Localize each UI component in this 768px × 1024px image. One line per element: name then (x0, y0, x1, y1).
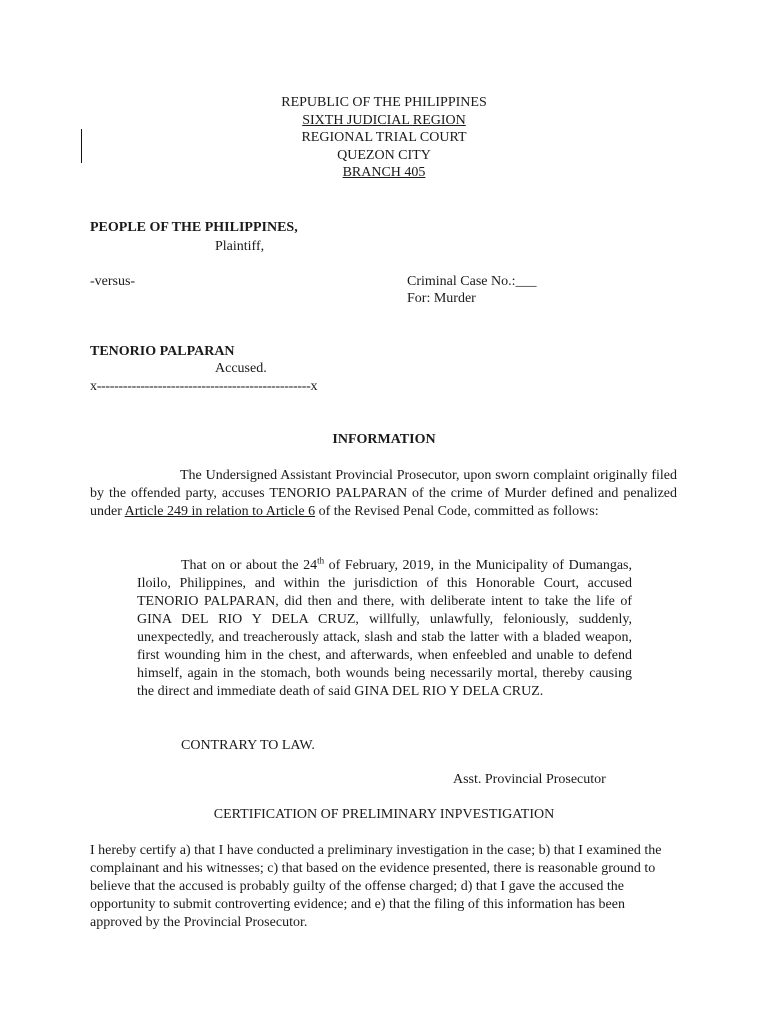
date-ordinal: th (317, 555, 325, 566)
court-header (0, 94, 768, 182)
article-reference: Article 249 in relation to Article 6 (124, 504, 316, 519)
caption-separator: x-------------------------------------------------x (90, 379, 318, 394)
header-city: QUEZON CITY (337, 147, 431, 163)
plaintiff-role: Plaintiff, (215, 239, 265, 254)
case-offense: For: Murder (407, 291, 476, 306)
header-branch: BRANCH 405 (342, 165, 426, 180)
plaintiff-name: PEOPLE OF THE PHILIPPINES, (90, 220, 298, 235)
allegation-text-2: of February, 2019, in the Municipality of Dumangas, Iloilo, Philippines, and within the jurisdiction of this Honorable Court, accused TENORIO PALPARAN, did then and there, with deliberate intent to take the life of GINA DEL RIO Y DELA CRUZ, willfully, unlawfully, feloniously, suddenly, unexpectedly, and treacherously attack, slash and stab the latter with a bladed weapon, first wounding him in the chest, and afterwards, when enfeebled and unable to defend himself, again in the stomach, both wounds being necessarily mortal, thereby causing the direct and immediate death of said GINA DEL RIO Y DELA CRUZ. (137, 558, 632, 699)
contrary-to-law: CONTRARY TO LAW. (181, 738, 315, 753)
header-region: SIXTH JUDICIAL REGION (302, 112, 466, 128)
signatory-title: Asst. Provincial Prosecutor (453, 772, 606, 787)
document-title: INFORMATION (332, 432, 436, 447)
accused-name: TENORIO PALPARAN (90, 344, 235, 359)
certification-title: CERTIFICATION OF PRELIMINARY INPVESTIGATION (213, 807, 555, 822)
case-number: Criminal Case No.:___ (407, 274, 537, 289)
versus-label: -versus- (90, 274, 136, 289)
allegation-text-1: That on or about the 24 (181, 558, 318, 573)
intro-text-2: of the Revised Penal Code, committed as follows: (315, 504, 599, 519)
accused-role: Accused. (215, 361, 267, 376)
allegation-paragraph (137, 557, 632, 701)
intro-text-1: The Undersigned Assistant Provincial Prosecutor, upon sworn complaint originally filed by the offended party, accuses TENORIO PALPARAN of the crime of Murder defined and penalized under (90, 468, 677, 519)
header-republic: REPUBLIC OF THE PHILIPPINES (281, 95, 487, 110)
header-court: REGIONAL TRIAL COURT (301, 130, 467, 145)
certification-body: I hereby certify a) that I have conducted a preliminary investigation in the case; b) that I examined the complainant and his witnesses; c) that based on the evidence presented, there is reasonable ground to believe that the accused is probably guilty of the offense charged; d) that I gave the accused the opportunity to submit controverting evidence; and e) that the filing of this information has been approved by the Provincial Prosecutor. (90, 843, 662, 930)
intro-paragraph (90, 467, 677, 521)
